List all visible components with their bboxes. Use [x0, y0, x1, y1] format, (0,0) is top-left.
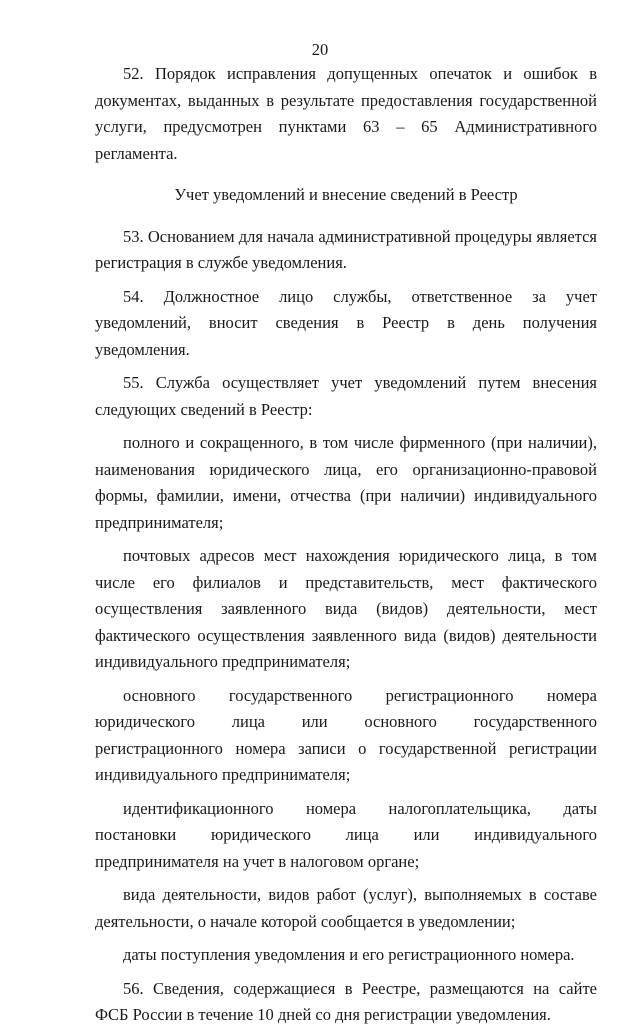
document-body — [95, 61, 597, 1029]
paragraph-55-item-2: почтовых адресов мест нахождения юридического лица, в том числе его филиалов и представительств, мест фактического осуществления заявленного вида (видов) деятельности, мест фактического осуществления заявленного вида (видов) деятельности индивидуального предпринимателя; — [95, 546, 597, 671]
paragraph-55: 55. Служба осуществляет учет уведомлений путем внесения следующих сведений в Реестр: — [95, 373, 597, 419]
paragraph-55-item-5: вида деятельности, видов работ (услуг), выполняемых в составе деятельности, о начале которой сообщается в уведомлении; — [95, 885, 597, 931]
paragraph-53: 53. Основанием для начала административной процедуры является регистрация в службе уведомления. — [95, 226, 597, 272]
paragraph-56: 56. Сведения, содержащиеся в Реестре, размещаются на сайте ФСБ России в течение 10 дней со дня регистрации уведомления. — [95, 978, 597, 1024]
paragraph-55-item-4: идентификационного номера налогоплательщика, даты постановки юридического лица или индивидуального предпринимателя на учет в налоговом органе; — [95, 798, 597, 871]
paragraph-55-item-3: основного государственного регистрационного номера юридического лица или основного государственного регистрационного номера записи о государственной регистрации индивидуального предпринимателя; — [95, 685, 597, 784]
section-title: Учет уведомлений и внесение сведений в Реестр — [174, 185, 518, 204]
page-number: 20 — [311, 40, 329, 59]
paragraph-55-item-1: полного и сокращенного, в том числе фирменного (при наличии), наименования юридического лица, его организационно-правовой формы, фамилии, имени, отчества (при наличии) индивидуального предпринимателя; — [95, 433, 597, 532]
paragraph-52: 52. Порядок исправления допущенных опечаток и ошибок в документах, выданных в результате предоставления государственной услуги, предусмотрен пунктами 63 – 65 Административного регламента. — [95, 64, 597, 163]
paragraph-54: 54. Должностное лицо службы, ответственное за учет уведомлений, вносит сведения в Реестр в день получения уведомления. — [95, 286, 597, 359]
paragraph-55-item-6: даты поступления уведомления и его регистрационного номера. — [123, 945, 575, 964]
